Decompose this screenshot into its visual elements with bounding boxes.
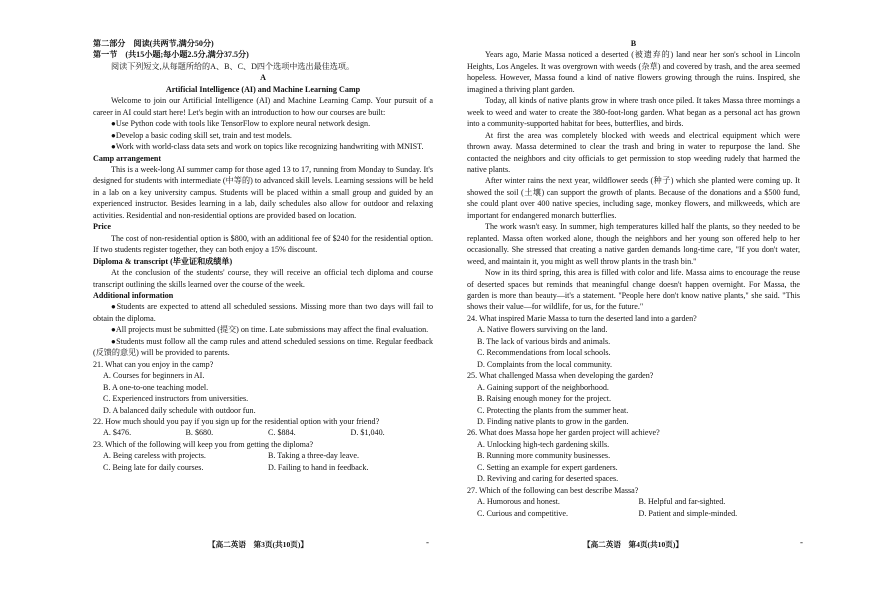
option: D. Finding native plants to grow in the garden. — [477, 416, 629, 426]
option: A. Unlocking high-tech gardening skills. — [477, 439, 610, 449]
option: D. Patient and simple-minded. — [638, 508, 738, 518]
option: D. Reviving and caring for deserted spaces. — [477, 474, 619, 484]
left-column — [93, 38, 433, 473]
option: A. $476. — [103, 428, 132, 438]
option: C. $884. — [268, 428, 296, 438]
passage-paragraph: Now in its third spring, this area is filled with color and life. Massa aims to encourage the reuse of deserted spaces but reminds that meaningful change doesn't happen overnight. For Massa, the garden is more than beauty—it's a statement. "People here don't know native plants," she said. "This shows their value—for wildlife, for us, for the future." — [467, 268, 800, 312]
option: B. Raising enough money for the project. — [477, 394, 611, 404]
option: D. Failing to hand in feedback. — [268, 462, 369, 472]
option: A. Gaining support of the neighborhood. — [477, 382, 609, 392]
option: B. Taking a three-day leave. — [268, 451, 359, 461]
price-heading: Price — [93, 222, 111, 232]
passage-letter-b: B — [630, 39, 637, 48]
question-23: 23. Which of the following will keep you from getting the diploma? — [93, 439, 314, 449]
passage-paragraph: After winter rains the next year, wildflower seeds (种子) which she planted were coming up. It showed the soil (土壤) can support the growth of plants. Because of the donations and a $500 fund, she could plant over 400 native species, including sage, monkey flowers, and milkweeds, which are important for endangered monarch butterflies. — [467, 176, 800, 220]
diploma-heading: Diploma & transcript (毕业证和成绩单) — [93, 256, 233, 266]
question-21: 21. What can you enjoy in the camp? — [93, 359, 214, 369]
page-footer-right: 【高二英语 第4页(共10页)】 — [583, 540, 683, 549]
price-paragraph: The cost of non-residential option is $800, with an additional fee of $240 for the residential option. If two students register together, they can both enjoy a 15% discount. — [93, 233, 433, 255]
passage-letter-a: A — [260, 73, 266, 83]
section-heading: 第一节 (共15小题;每小题2.5分,满分37.5分) — [93, 50, 249, 60]
option: A. Courses for beginners in AI. — [103, 371, 205, 381]
passage-title: Artificial Intelligence (AI) and Machine Learning Camp — [165, 84, 361, 94]
passage-paragraph: Years ago, Marie Massa noticed a deserted (被遗弃的) land near her son's school in Lincoln Heights, Los Angeles. It was overgrown with weeds (杂草) and covered by trash, and the area seemed hopeless. However, Massa found a kind of native flowers growing through the ruins. Inspired, she imagined a thriving plant garden. — [467, 50, 800, 94]
options-row — [93, 450, 433, 461]
option: C. Experienced instructors from universities. — [103, 394, 249, 404]
option: D. A balanced daily schedule with outdoor fun. — [103, 405, 256, 415]
options-row — [93, 462, 433, 473]
option: B. Running more community businesses. — [477, 451, 611, 461]
option: B. $680. — [185, 428, 214, 438]
additional-item: ●Students are expected to attend all scheduled sessions. Missing more than two days will fail to obtain the diploma. — [93, 302, 433, 323]
option: C. Protecting the plants from the summer heat. — [477, 405, 629, 415]
additional-heading: Additional information — [93, 290, 174, 300]
diploma-paragraph: At the conclusion of the students' course, they will receive an official tech diploma and course transcript outlining the skills learned over the course of the week. — [93, 268, 433, 289]
option: C. Recommendations from local schools. — [477, 348, 611, 358]
camp-paragraph: This is a week-long AI summer camp for those aged 13 to 17, running from Monday to Sunday. It's designed for students with intermediate (中等的) to advanced skill levels. Learning sessions will be held in a lab on a key university campus. Students will be placed within a small group and guided by an experienced instructor. Besides learning in a lab, daily schedules also allow for outdoor and relaxing activities. Residential and non-residential options are provided based on location. — [93, 164, 433, 220]
option: B. Helpful and far-sighted. — [638, 497, 726, 507]
question-25: 25. What challenged Massa when developing the garden? — [467, 371, 654, 381]
additional-item: ●All projects must be submitted (提交) on time. Late submissions may affect the final evaluation. — [111, 325, 429, 335]
option: A. Native flowers surviving on the land. — [477, 325, 608, 335]
question-27: 27. Which of the following can best describe Massa? — [467, 485, 639, 495]
right-column — [467, 38, 800, 519]
options-row — [467, 496, 800, 507]
question-22: 22. How much should you pay if you sign up for the residential option with your friend? — [93, 416, 380, 426]
bullet-item: ●Work with world-class data sets and work on topics like recognizing handwriting with MNIST. — [111, 142, 424, 152]
footer-dash-left: - — [426, 537, 429, 547]
passage-paragraph: Today, all kinds of native plants grow in where trash once piled. It takes Massa three mornings a week to weed and water to create the 380-foot-long garden. What began as a personal act has grown into a community-supported habitat for bees, butterflies, and birds. — [467, 96, 800, 129]
passage-paragraph: At first the area was completely blocked with weeds and electrical equipment which were thrown away. Massa determined to clear the trash and bring in water to repurpose the land. She contacted the neighbors and city officials to get permission to stop weeding rudely that harmed the native plants. — [467, 130, 800, 174]
option: D. $1,040. — [350, 428, 385, 438]
part-heading: 第二部分 阅读(共两节,满分50分) — [93, 39, 214, 48]
bullet-item: ●Use Python code with tools like TensorFlow to explore neural network design. — [111, 119, 371, 129]
option: C. Curious and competitive. — [477, 508, 569, 518]
option: A. Humorous and honest. — [477, 497, 560, 507]
question-24: 24. What inspired Marie Massa to turn the deserted land into a garden? — [467, 313, 697, 323]
page-footer-left: 【高二英语 第3页(共10页)】 — [208, 540, 308, 549]
passage-paragraph: The work wasn't easy. In summer, high temperatures killed half the plants, so they needed to be replanted. Massa often worked alone, though the neighbors and her young son offered help to her occasionally. She stressed that creating a native garden demands long-time care, "If you don't water, weed, and maintain it, you might as well throw plants in the trash bin." — [467, 222, 800, 266]
option: C. Setting an example for expert gardeners. — [477, 462, 618, 472]
option: B. The lack of various birds and animals. — [477, 336, 611, 346]
footer-dash-right: - — [800, 537, 803, 547]
bullet-item: ●Develop a basic coding skill set, train and test models. — [111, 130, 292, 140]
options-row — [467, 508, 800, 519]
instruction: 阅读下列短文,从每题所给的A、B、C、D四个选项中选出最佳选项。 — [111, 61, 355, 71]
additional-item: ●Students must follow all the camp rules and attend scheduled sessions on time. Regular feedback (反馈的意见) will be provided to parents. — [93, 336, 433, 358]
intro-paragraph: Welcome to join our Artificial Intelligence (AI) and Machine Learning Camp. Your pursuit of a career in AI could start here! Let's begin with an introduction to how our courses are built: — [93, 96, 433, 117]
option: D. Complaints from the local community. — [477, 359, 613, 369]
option: A. Being careless with projects. — [103, 451, 206, 461]
question-26: 26. What does Massa hope her garden project will achieve? — [467, 428, 660, 438]
option: B. A one-to-one teaching model. — [103, 382, 209, 392]
camp-heading: Camp arrangement — [93, 153, 162, 163]
option: C. Being late for daily courses. — [103, 462, 204, 472]
options-row — [93, 427, 433, 438]
